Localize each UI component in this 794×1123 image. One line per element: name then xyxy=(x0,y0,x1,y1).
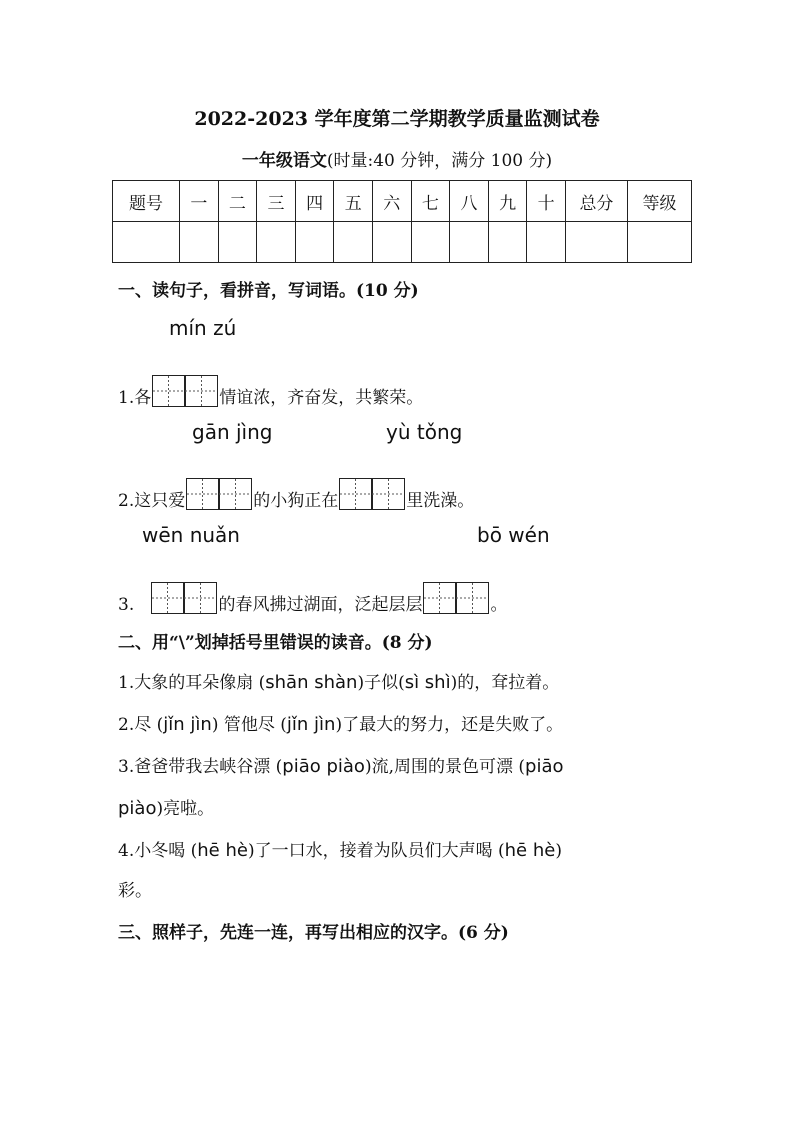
header-cell: 三 xyxy=(257,181,296,222)
pinyin-option[interactable]: piāo xyxy=(525,756,564,777)
header-cell: 一 xyxy=(180,181,219,222)
q2-post: 里洗澡。 xyxy=(406,491,475,511)
writing-grid[interactable] xyxy=(423,582,489,614)
s2-item-3-cont xyxy=(118,794,214,819)
s2-item-3 xyxy=(118,752,564,777)
score-cell[interactable] xyxy=(565,222,627,263)
s2-item-4 xyxy=(118,836,562,861)
pinyin-yutong: yù tǒng xyxy=(386,420,463,444)
header-cell: 总分 xyxy=(565,181,627,222)
s2-text: )子似( xyxy=(357,673,405,693)
s2-text: 2.尽 ( xyxy=(118,715,164,735)
header-cell: 七 xyxy=(411,181,450,222)
pinyin-option[interactable]: piāo piào xyxy=(282,756,365,777)
time-score-note: (时量:40 分钟，满分 100 分) xyxy=(326,151,553,171)
q3-line xyxy=(118,582,507,615)
s2-text: )了最大的努力，还是失败了。 xyxy=(335,715,564,735)
q1-pre: 各 xyxy=(134,388,152,408)
q2-mid: 的小狗正在 xyxy=(253,491,339,511)
s2-text: 1.大象的耳朵像扇 ( xyxy=(118,673,266,693)
q3-number: 3. xyxy=(118,595,135,615)
header-cell: 五 xyxy=(334,181,373,222)
pinyin-option[interactable]: hē hè xyxy=(504,840,556,861)
q3-mid: 的春风拂过湖面，泛起层层 xyxy=(218,595,423,615)
header-cell: 二 xyxy=(218,181,257,222)
pinyin-option[interactable]: shān shàn xyxy=(265,672,358,693)
writing-grid[interactable] xyxy=(151,582,217,614)
s2-item-2 xyxy=(118,710,563,735)
score-cell[interactable] xyxy=(373,222,412,263)
score-header-row xyxy=(113,181,692,222)
header-cell: 题号 xyxy=(113,181,180,222)
q2-pre: 这只爱 xyxy=(134,491,186,511)
pinyin-wennuan: wēn nuǎn xyxy=(142,523,240,547)
section1-heading: 一、读句子，看拼音，写词语。(10 分) xyxy=(118,281,419,301)
s2-text: )亮啦。 xyxy=(156,799,215,819)
score-cell[interactable] xyxy=(218,222,257,263)
q1-post: 情谊浓，齐奋发，共繁荣。 xyxy=(219,388,424,408)
pinyin-minzu: mín zú xyxy=(169,316,237,340)
score-cell[interactable] xyxy=(527,222,566,263)
pinyin-option[interactable]: jǐn jìn xyxy=(163,714,212,735)
writing-grid[interactable] xyxy=(152,375,218,407)
score-table xyxy=(112,180,692,263)
header-cell: 八 xyxy=(450,181,489,222)
s2-text: )流,周围的景色可漂 ( xyxy=(364,757,526,777)
pinyin-option[interactable]: hē hè xyxy=(197,840,248,861)
pinyin-ganjing: gān jìng xyxy=(192,420,273,444)
s2-text: 4.小冬喝 ( xyxy=(118,841,198,861)
s2-text: )了一口水，接着为队员们大声喝 ( xyxy=(247,841,505,861)
s2-item-4-cont: 彩。 xyxy=(118,881,152,901)
header-cell: 等级 xyxy=(627,181,691,222)
pinyin-option[interactable]: jǐn jìn xyxy=(286,714,336,735)
score-entry-row xyxy=(113,222,692,263)
q1-line xyxy=(118,375,423,408)
writing-grid[interactable] xyxy=(186,478,252,510)
header-cell: 九 xyxy=(488,181,527,222)
score-cell[interactable] xyxy=(113,222,180,263)
q1-number: 1. xyxy=(118,388,135,408)
q3-post: 。 xyxy=(490,595,508,615)
q2-number: 2. xyxy=(118,491,135,511)
header-cell: 四 xyxy=(295,181,334,222)
score-cell[interactable] xyxy=(334,222,373,263)
header-cell: 十 xyxy=(527,181,566,222)
score-cell[interactable] xyxy=(180,222,219,263)
pinyin-option[interactable]: sì shì xyxy=(404,672,451,693)
score-cell[interactable] xyxy=(411,222,450,263)
s2-text: 3.爸爸带我去峡谷漂 ( xyxy=(118,757,283,777)
score-cell[interactable] xyxy=(295,222,334,263)
subject-label: 一年级语文 xyxy=(241,151,327,171)
exam-title: 2022-2023 学年度第二学期教学质量监测试卷 xyxy=(194,108,600,130)
s2-text: ) 管他尽 ( xyxy=(211,715,287,735)
section3-heading: 三、照样子，先连一连，再写出相应的汉字。(6 分) xyxy=(118,923,509,943)
s2-item-1 xyxy=(118,668,559,693)
pinyin-option[interactable]: piào xyxy=(118,798,157,819)
score-cell[interactable] xyxy=(488,222,527,263)
score-cell[interactable] xyxy=(627,222,691,263)
score-cell[interactable] xyxy=(450,222,489,263)
s2-text: ) xyxy=(555,841,562,861)
section2-heading: 二、用“\”划掉括号里错误的读音。(8 分) xyxy=(118,633,433,653)
writing-grid[interactable] xyxy=(339,478,405,510)
q2-line xyxy=(118,478,474,511)
exam-subtitle xyxy=(0,146,794,171)
score-cell[interactable] xyxy=(257,222,296,263)
s2-text: )的，耷拉着。 xyxy=(450,673,560,693)
pinyin-bowen: bō wén xyxy=(477,523,550,547)
header-cell: 六 xyxy=(373,181,412,222)
